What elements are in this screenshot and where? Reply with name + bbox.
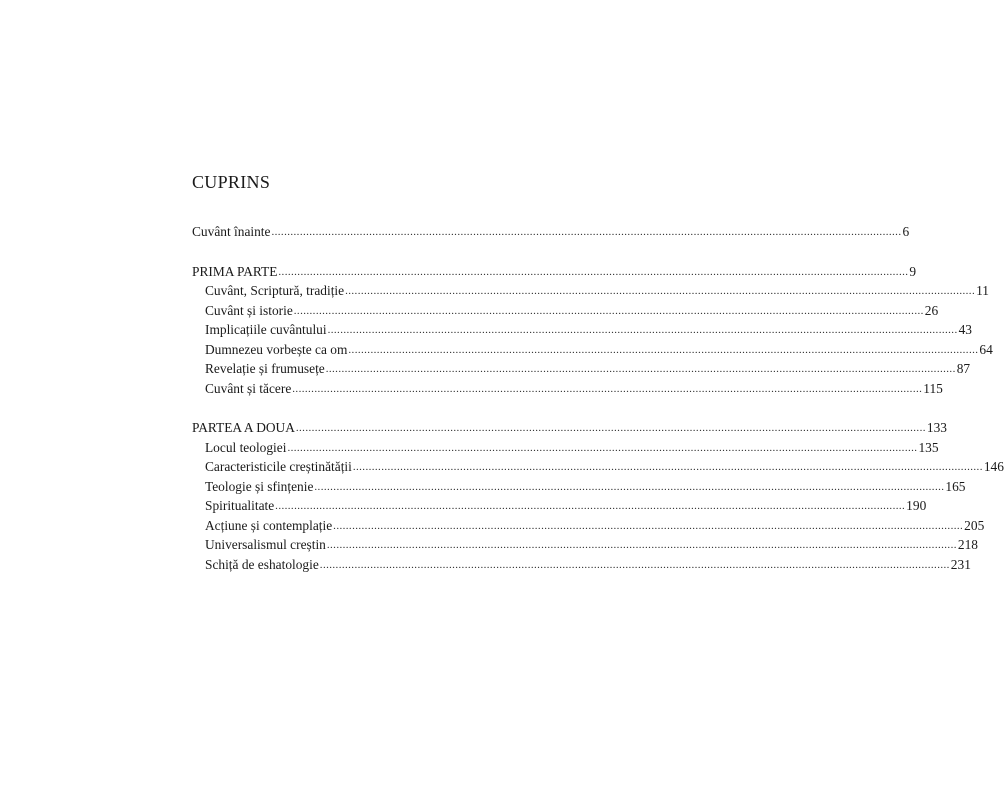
toc-part-label: PARTEA A DOUA bbox=[192, 420, 295, 435]
dot-leader: ........................................................................................................................................................................................................ bbox=[327, 324, 958, 336]
toc-entry-label: Universalismul creștin bbox=[205, 537, 326, 552]
dot-leader: ........................................................................................................................................................................................................ bbox=[278, 265, 909, 278]
toc-entry-label: Spiritualitate bbox=[205, 498, 275, 513]
toc-chapter-entry bbox=[192, 301, 939, 321]
page-title: CUPRINS bbox=[192, 172, 271, 192]
toc-page-number: 9 bbox=[909, 263, 917, 279]
toc-page-number: 165 bbox=[945, 478, 966, 494]
dot-leader: ........................................................................................................................................................................................................ bbox=[292, 382, 923, 395]
dot-leader: ........................................................................................................................................................................................................ bbox=[325, 363, 956, 375]
toc-chapter-entry bbox=[192, 320, 972, 340]
toc-entry-label: Revelație și frumusețe bbox=[205, 361, 325, 376]
dot-leader: ........................................................................................................................................................................................................ bbox=[295, 422, 926, 434]
toc-chapter-entry bbox=[192, 379, 943, 399]
dot-leader: ........................................................................................................................................................................................................ bbox=[275, 500, 906, 512]
dot-leader: ........................................................................................................................................................................................................ bbox=[287, 441, 918, 454]
toc-page-number: 11 bbox=[976, 283, 989, 298]
toc-entry-label: Cuvânt și istorie bbox=[205, 302, 293, 318]
toc-chapter-entry bbox=[192, 359, 971, 379]
toc-page-number: 190 bbox=[906, 498, 927, 513]
toc-page-number: 26 bbox=[924, 302, 939, 318]
dot-leader: ........................................................................................................................................................................................................ bbox=[293, 304, 924, 317]
toc-chapter-entry bbox=[192, 496, 927, 516]
toc-part-label: PRIMA PARTE bbox=[192, 263, 278, 279]
toc-chapter-entry bbox=[192, 340, 993, 360]
toc-page-number: 133 bbox=[926, 420, 947, 435]
toc-page-number: 218 bbox=[957, 537, 978, 552]
table-of-contents bbox=[192, 222, 1004, 574]
toc-page-number: 146 bbox=[983, 459, 1004, 474]
toc-page-number: 231 bbox=[950, 556, 971, 572]
toc-part-heading bbox=[192, 418, 947, 438]
toc-page-number: 64 bbox=[979, 341, 993, 357]
toc-part-heading bbox=[192, 262, 917, 282]
toc-entry-label: Teologie și sfințenie bbox=[205, 478, 314, 494]
dot-leader: ........................................................................................................................................................................................................ bbox=[271, 226, 902, 238]
toc-entry-label: Cuvânt înainte bbox=[192, 224, 271, 239]
toc-chapter-entry bbox=[192, 535, 978, 555]
section-gap bbox=[192, 242, 610, 262]
section-gap bbox=[192, 398, 610, 418]
toc-page-number: 205 bbox=[964, 517, 985, 533]
toc-chapter-entry bbox=[192, 281, 989, 301]
toc-entry-label: Implicațiile cuvântului bbox=[205, 322, 327, 337]
toc-entry-preface bbox=[192, 222, 910, 242]
dot-leader: ........................................................................................................................................................................................................ bbox=[319, 558, 950, 571]
dot-leader: ........................................................................................................................................................................................................ bbox=[352, 461, 983, 473]
toc-chapter-entry bbox=[192, 477, 966, 497]
toc-entry-label: Acțiune și contemplație bbox=[205, 517, 333, 533]
toc-chapter-entry bbox=[192, 555, 971, 575]
dot-leader: ........................................................................................................................................................................................................ bbox=[333, 519, 964, 532]
toc-page-number: 87 bbox=[956, 361, 971, 376]
toc-entry-label: Caracteristicile creștinătății bbox=[205, 459, 352, 474]
toc-page-number: 115 bbox=[923, 380, 943, 396]
toc-entry-label: Cuvânt și tăcere bbox=[205, 380, 292, 396]
toc-entry-label: Dumnezeu vorbește ca om bbox=[205, 341, 348, 357]
toc-entry-label: Schiță de eshatologie bbox=[205, 556, 319, 572]
toc-page-number: 43 bbox=[958, 322, 972, 337]
toc-entry-label: Cuvânt, Scriptură, tradiție bbox=[205, 283, 345, 298]
toc-chapter-entry bbox=[192, 438, 939, 458]
toc-page-number: 6 bbox=[902, 224, 910, 239]
toc-entry-label: Locul teologiei bbox=[205, 439, 287, 455]
toc-chapter-entry bbox=[192, 516, 985, 536]
toc-page-number: 135 bbox=[918, 439, 939, 455]
toc-chapter-entry bbox=[192, 457, 1004, 477]
dot-leader: ........................................................................................................................................................................................................ bbox=[326, 539, 957, 551]
dot-leader: ........................................................................................................................................................................................................ bbox=[348, 343, 979, 356]
dot-leader: ........................................................................................................................................................................................................ bbox=[345, 285, 976, 297]
dot-leader: ........................................................................................................................................................................................................ bbox=[314, 480, 945, 493]
